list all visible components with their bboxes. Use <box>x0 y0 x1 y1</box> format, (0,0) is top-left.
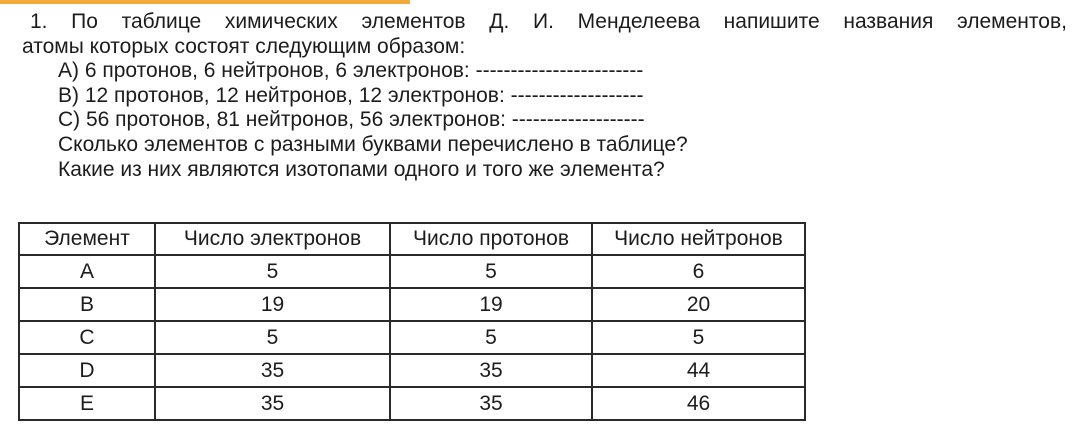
task-word: элементов <box>361 10 466 33</box>
task-word: элементов, <box>956 10 1067 33</box>
table-cell: E <box>19 387 155 420</box>
task-word: названия <box>843 10 934 33</box>
table-cell: 46 <box>592 387 805 420</box>
table-row <box>19 354 805 387</box>
table-cell: 5 <box>155 321 390 354</box>
task-word: химических <box>224 10 338 33</box>
table-cell: 35 <box>155 354 390 387</box>
table-cell: 6 <box>592 255 805 288</box>
table-header-cell: Число протонов <box>390 223 592 255</box>
table-cell: 35 <box>155 387 390 420</box>
elements-table <box>18 222 806 421</box>
task-item-a: A) 6 протонов, 6 нейтронов, 6 электронов: ------------------------ <box>58 59 644 83</box>
table-header-cell: Элемент <box>19 223 155 255</box>
task-question-2: Какие из них являются изотопами одного и того же элемента? <box>58 157 665 181</box>
table-row <box>19 288 805 321</box>
table-cell: 19 <box>390 288 592 321</box>
task-line-1 <box>22 10 1067 35</box>
task-word: таблице <box>121 10 202 33</box>
task-word: напишите <box>723 10 820 33</box>
task-text <box>22 10 1067 182</box>
task-question-1: Сколько элементов с разными буквами перечислено в таблице? <box>58 132 688 156</box>
task-word: По <box>71 10 98 33</box>
table-cell: C <box>19 321 155 354</box>
task-word: 1. <box>30 10 48 33</box>
table-cell: 20 <box>592 288 805 321</box>
task-word: И. <box>532 10 554 33</box>
table-header-row <box>19 223 805 255</box>
task-word: Менделеева <box>577 10 701 33</box>
top-accent-bar <box>0 0 410 4</box>
table-cell: 35 <box>390 354 592 387</box>
table-row <box>19 321 805 354</box>
table-cell: 5 <box>390 255 592 288</box>
table-cell: B <box>19 288 155 321</box>
task-item-b: B) 12 протонов, 12 нейтронов, 12 электронов: ------------------- <box>58 83 644 107</box>
table-cell: A <box>19 255 155 288</box>
table-cell: 35 <box>390 387 592 420</box>
table-header-cell: Число электронов <box>155 223 390 255</box>
task-word: Д. <box>489 10 510 33</box>
table-header-cell: Число нейтронов <box>592 223 805 255</box>
table-cell: 44 <box>592 354 805 387</box>
table-row <box>19 387 805 420</box>
table-cell: 5 <box>592 321 805 354</box>
table-cell: 5 <box>155 255 390 288</box>
table-row <box>19 255 805 288</box>
table-cell: D <box>19 354 155 387</box>
task-line-2: атомы которых состоят следующим образом: <box>22 34 466 58</box>
table-cell: 5 <box>390 321 592 354</box>
task-item-c: C) 56 протонов, 81 нейтронов, 56 электронов: ------------------- <box>58 108 645 132</box>
table-cell: 19 <box>155 288 390 321</box>
